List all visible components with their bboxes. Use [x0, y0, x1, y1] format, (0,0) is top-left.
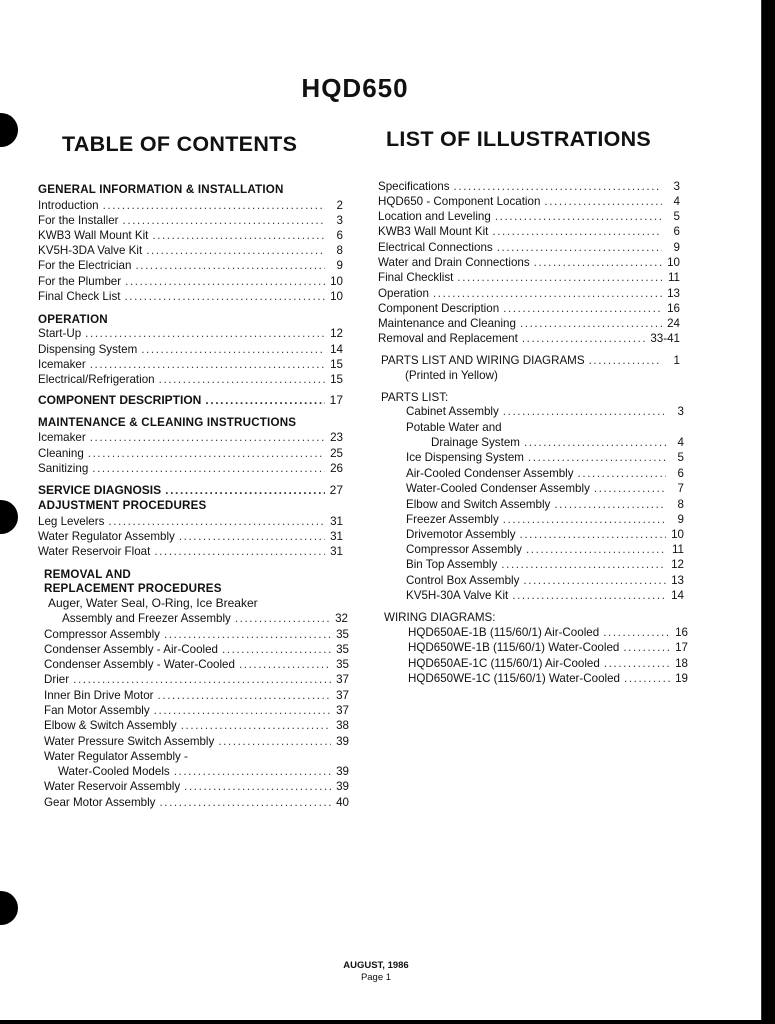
- toc-entry-page: 12: [330, 327, 343, 340]
- toc-entry-page: 26: [330, 462, 343, 475]
- loi-entry-page: 7: [677, 482, 684, 495]
- loi-entry-page: 12: [671, 558, 684, 571]
- loi-entry-label: Air-Cooled Condenser Assembly: [406, 467, 574, 480]
- toc-entry-page: 15: [330, 358, 343, 371]
- toc-entry: [38, 274, 343, 289]
- toc-entry-label: Leg Levelers: [38, 515, 105, 528]
- toc-entry: [38, 342, 343, 357]
- loi-entry-page: 10: [667, 256, 680, 269]
- toc-entry-label: Water Reservoir Assembly: [44, 780, 181, 793]
- loi-entry: [378, 270, 680, 285]
- loi-entry-page: 16: [675, 626, 688, 639]
- loi-entry: [406, 527, 684, 542]
- toc-entry-page: 10: [330, 290, 343, 303]
- toc-entry-page: 8: [336, 244, 343, 257]
- loi-entry-label: Cabinet Assembly: [406, 405, 499, 418]
- toc-entry-label: For the Installer: [38, 214, 119, 227]
- loi-entry-label: Location and Leveling: [378, 210, 491, 223]
- toc-entry-label: Fan Motor Assembly: [44, 704, 150, 717]
- loi-entry-page: 19: [675, 672, 688, 685]
- toc-entry-page: 35: [336, 643, 349, 656]
- potable-water-line1: Potable Water and: [406, 421, 502, 434]
- toc-entry: [38, 213, 343, 228]
- loi-entry-label: Electrical Connections: [378, 241, 493, 254]
- section-general-information: GENERAL INFORMATION & INSTALLATION: [38, 183, 284, 196]
- loi-entry-label: Component Description: [378, 302, 500, 315]
- toc-entry-page: 2: [336, 199, 343, 212]
- toc-entry-page: 9: [336, 259, 343, 272]
- loi-entry: [406, 588, 684, 603]
- toc-entry: [38, 289, 343, 304]
- toc-entry-label: KWB3 Wall Mount Kit: [38, 229, 149, 242]
- toc-entry: [38, 514, 343, 529]
- toc-entry-auger-line1: Auger, Water Seal, O-Ring, Ice Breaker: [48, 596, 258, 610]
- toc-entry: [38, 529, 343, 544]
- toc-entry-page: 15: [330, 373, 343, 386]
- toc-entry-label: Condenser Assembly - Water-Cooled: [44, 658, 235, 671]
- loi-entry-page: 3: [677, 405, 684, 418]
- loi-entry: [408, 656, 688, 671]
- loi-entry-label: Bin Top Assembly: [406, 558, 498, 571]
- toc-entry: [38, 258, 343, 273]
- loi-entry-page: 9: [673, 241, 680, 254]
- loi-entry-page: 24: [667, 317, 680, 330]
- loi-entry: [378, 331, 680, 346]
- toc-entry-label: Assembly and Freezer Assembly: [62, 612, 231, 625]
- toc-entry: [38, 243, 343, 258]
- loi-entry-page: 6: [677, 467, 684, 480]
- toc-entry-service-diagnosis: [38, 483, 343, 498]
- loi-entry-page: 3: [673, 180, 680, 193]
- toc-entry-page: 38: [336, 719, 349, 732]
- loi-entry: [378, 286, 680, 301]
- binder-hole-middle: [0, 500, 18, 534]
- toc-entry-label: Compressor Assembly: [44, 628, 160, 641]
- toc-entry: [38, 461, 343, 476]
- loi-entry: [406, 466, 684, 481]
- footer-page-number: Page 1: [360, 972, 392, 983]
- loi-entry-label: Elbow and Switch Assembly: [406, 498, 551, 511]
- loi-entry-label: Maintenance and Cleaning: [378, 317, 516, 330]
- loi-entry-page: 17: [675, 641, 688, 654]
- toc-entry-page: 39: [336, 735, 349, 748]
- toc-entry-water-regulator-line2: [58, 764, 349, 779]
- toc-entry-water-regulator-line1: Water Regulator Assembly -: [44, 750, 188, 763]
- loi-entry: [406, 512, 684, 527]
- loi-entry-label: Operation: [378, 287, 429, 300]
- loi-entry-label: Drainage System: [431, 436, 520, 449]
- loi-entry-label: Water-Cooled Condenser Assembly: [406, 482, 590, 495]
- toc-entry-label: For the Plumber: [38, 275, 122, 288]
- toc-entry-label: Water-Cooled Models: [58, 765, 170, 778]
- toc-entry-page: 39: [336, 765, 349, 778]
- loi-entry-page: 6: [673, 225, 680, 238]
- toc-entry-label: COMPONENT DESCRIPTION: [38, 393, 202, 407]
- loi-entry: [378, 224, 680, 239]
- loi-entry: [378, 179, 680, 194]
- toc-entry-page: 35: [336, 628, 349, 641]
- loi-entry-label: HQD650AE-1C (115/60/1) Air-Cooled: [408, 657, 600, 670]
- loi-entry-label: Specifications: [378, 180, 450, 193]
- loi-entry-label: Ice Dispensing System: [406, 451, 524, 464]
- toc-entry: [44, 703, 349, 718]
- toc-entry-label: Drier: [44, 673, 70, 686]
- loi-entry-label: HQD650WE-1C (115/60/1) Water-Cooled: [408, 672, 620, 685]
- toc-entry-label: Cleaning: [38, 447, 84, 460]
- loi-entry-label: KWB3 Wall Mount Kit: [378, 225, 489, 238]
- toc-entry-page: 10: [330, 275, 343, 288]
- document-title: HQD650: [301, 73, 409, 103]
- toc-entry-label: Water Regulator Assembly: [38, 530, 175, 543]
- toc-entry-page: 25: [330, 447, 343, 460]
- toc-entry-page: 35: [336, 658, 349, 671]
- loi-entry: [378, 240, 680, 255]
- loi-entry-page: 13: [671, 574, 684, 587]
- section-adjustment-procedures: ADJUSTMENT PROCEDURES: [38, 499, 207, 512]
- loi-entry-page: 11: [667, 271, 680, 284]
- toc-entry-label: Start-Up: [38, 327, 82, 340]
- loi-entry-label: Water and Drain Connections: [378, 256, 530, 269]
- wiring-diagrams-heading: WIRING DIAGRAMS:: [384, 611, 496, 624]
- section-removal-line2: REPLACEMENT PROCEDURES: [44, 582, 222, 595]
- loi-entry-page: 33-41: [650, 332, 680, 345]
- toc-entry-component-description: [38, 393, 343, 408]
- loi-entry-page: 13: [667, 287, 680, 300]
- toc-entry-label: Sanitizing: [38, 462, 89, 475]
- section-maintenance-cleaning: MAINTENANCE & CLEANING INSTRUCTIONS: [38, 416, 297, 429]
- loi-entry: [378, 194, 680, 209]
- toc-entry: [38, 446, 343, 461]
- toc-entry: [38, 357, 343, 372]
- toc-entry: [44, 657, 349, 672]
- toc-entry-label: Condenser Assembly - Air-Cooled: [44, 643, 218, 656]
- section-removal-line1: REMOVAL AND: [44, 568, 132, 581]
- loi-entry: [406, 497, 684, 512]
- loi-entry-page: 11: [671, 543, 684, 556]
- loi-entry: [406, 573, 684, 588]
- toc-entry-label: Icemaker: [38, 431, 86, 444]
- binder-hole-top: [0, 113, 18, 147]
- toc-entry-label: KV5H-3DA Valve Kit: [38, 244, 143, 257]
- loi-entry-label: PARTS LIST AND WIRING DIAGRAMS: [381, 354, 585, 367]
- toc-entry-label: Final Check List: [38, 290, 121, 303]
- toc-entry-page: 39: [336, 780, 349, 793]
- loi-entry-label: HQD650WE-1B (115/60/1) Water-Cooled: [408, 641, 620, 654]
- toc-entry: [44, 627, 349, 642]
- toc-entry-label: Water Pressure Switch Assembly: [44, 735, 215, 748]
- section-operation: OPERATION: [38, 313, 108, 326]
- loi-entry: [406, 557, 684, 572]
- footer-date: AUGUST, 1986: [343, 960, 409, 971]
- toc-entry: [38, 544, 343, 559]
- loi-entry-label: KV5H-30A Valve Kit: [406, 589, 509, 602]
- loi-entry: [378, 301, 680, 316]
- loi-entry: [431, 435, 684, 450]
- toc-entry: [38, 372, 343, 387]
- toc-entry: [44, 779, 349, 794]
- toc-entry: [44, 718, 349, 733]
- toc-entry-label: For the Electrician: [38, 259, 132, 272]
- loi-entry-page: 8: [677, 498, 684, 511]
- loi-entry-label: Compressor Assembly: [406, 543, 522, 556]
- loi-entry-page: 18: [675, 657, 688, 670]
- toc-entry-page: 37: [336, 704, 349, 717]
- loi-entry: [406, 450, 684, 465]
- printed-in-yellow-note: (Printed in Yellow): [405, 369, 498, 382]
- parts-list-heading: PARTS LIST:: [381, 391, 449, 404]
- toc-entry-page: 3: [336, 214, 343, 227]
- toc-entry: [44, 642, 349, 657]
- toc-entry-page: 37: [336, 689, 349, 702]
- toc-entry: [44, 688, 349, 703]
- loi-entry-label: Control Box Assembly: [406, 574, 520, 587]
- toc-entry-auger-line2: [62, 611, 348, 626]
- toc-entry-label: Icemaker: [38, 358, 86, 371]
- toc-entry: [38, 228, 343, 243]
- loi-entry-label: HQD650AE-1B (115/60/1) Air-Cooled: [408, 626, 600, 639]
- toc-entry-page: 40: [336, 796, 349, 809]
- toc-entry-page: 32: [335, 612, 348, 625]
- toc-entry-page: 31: [330, 530, 343, 543]
- toc-entry-page: 23: [330, 431, 343, 444]
- toc-entry-label: Gear Motor Assembly: [44, 796, 156, 809]
- loi-entry-page: 4: [673, 195, 680, 208]
- loi-entry: [378, 209, 680, 224]
- toc-entry: [38, 326, 343, 341]
- toc-entry-page: 27: [329, 483, 343, 497]
- loi-entry-label: Freezer Assembly: [406, 513, 499, 526]
- loi-entry: [378, 316, 680, 331]
- loi-entry-page: 4: [677, 436, 684, 449]
- loi-entry-page: 10: [671, 528, 684, 541]
- loi-heading: LIST OF ILLUSTRATIONS: [386, 127, 652, 151]
- loi-entry-label: HQD650 - Component Location: [378, 195, 541, 208]
- loi-entry-page: 9: [677, 513, 684, 526]
- toc-entry-label: Elbow & Switch Assembly: [44, 719, 177, 732]
- loi-entry: [408, 640, 688, 655]
- loi-entry: [406, 542, 684, 557]
- toc-entry-label: SERVICE DIAGNOSIS: [38, 483, 162, 497]
- loi-entry-page: 14: [671, 589, 684, 602]
- toc-entry: [44, 734, 349, 749]
- toc-entry-label: Introduction: [38, 199, 99, 212]
- toc-entry-label: Dispensing System: [38, 343, 138, 356]
- toc-heading: TABLE OF CONTENTS: [62, 132, 298, 156]
- toc-entry-page: 6: [336, 229, 343, 242]
- loi-entry-page: 5: [673, 210, 680, 223]
- toc-entry-label: Water Reservoir Float: [38, 545, 151, 558]
- loi-entry: [406, 481, 684, 496]
- loi-entry: [408, 671, 688, 686]
- loi-entry-page: 16: [667, 302, 680, 315]
- loi-entry-label: Removal and Replacement: [378, 332, 518, 345]
- toc-entry-page: 31: [330, 545, 343, 558]
- loi-entry: [378, 255, 680, 270]
- toc-entry-label: Inner Bin Drive Motor: [44, 689, 154, 702]
- loi-entry-page: 5: [677, 451, 684, 464]
- toc-entry: [38, 430, 343, 445]
- toc-entry: [44, 795, 349, 810]
- loi-entry: [408, 625, 688, 640]
- loi-entry-parts-wiring: [381, 353, 680, 368]
- toc-entry-page: 17: [329, 393, 343, 407]
- toc-entry-page: 14: [330, 343, 343, 356]
- toc-entry-page: 37: [336, 673, 349, 686]
- toc-entry-label: Electrical/Refrigeration: [38, 373, 155, 386]
- toc-entry: [38, 198, 343, 213]
- toc-entry-page: 31: [330, 515, 343, 528]
- loi-entry-label: Final Checklist: [378, 271, 454, 284]
- binder-hole-bottom: [0, 891, 18, 925]
- loi-entry-label: Drivemotor Assembly: [406, 528, 516, 541]
- loi-entry-page: 1: [673, 354, 680, 367]
- loi-entry: [406, 404, 684, 419]
- toc-entry: [44, 672, 349, 687]
